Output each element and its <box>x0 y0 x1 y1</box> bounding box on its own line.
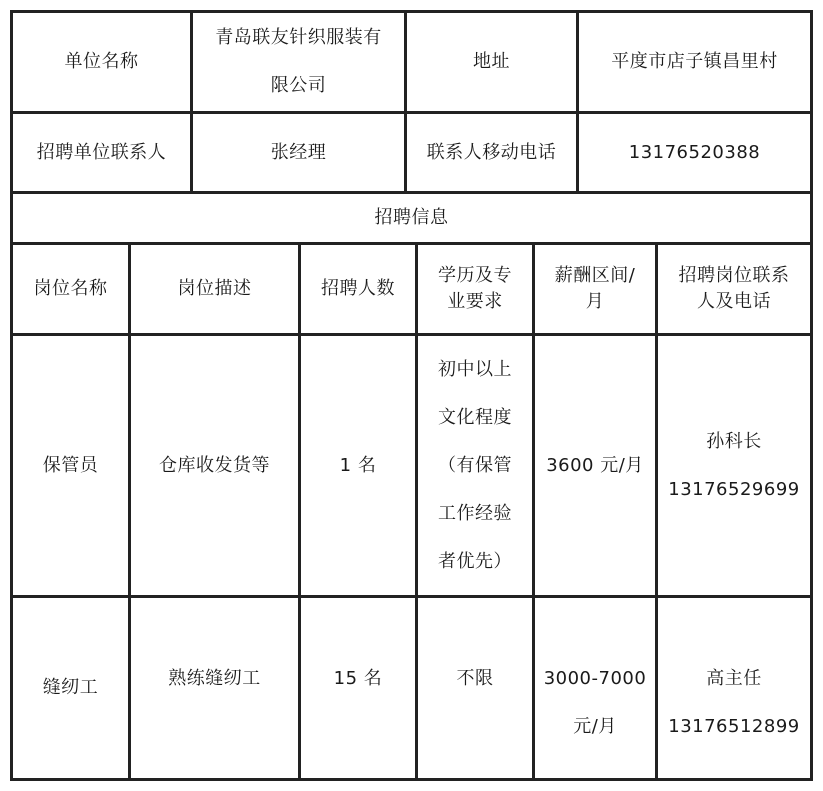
address-value: 平度市店子镇昌里村 <box>611 51 778 72</box>
contact-label: 招聘单位联系人 <box>36 141 167 163</box>
row1-education-cell <box>415 333 535 598</box>
header-education: 学历及专 业要求 <box>438 265 512 312</box>
company-name-value-cell <box>190 10 407 114</box>
section-title: 招聘信息 <box>374 207 449 228</box>
row1-count: 1 名 <box>339 454 377 476</box>
row1-contact-cell <box>655 333 813 598</box>
section-title-cell <box>10 191 813 245</box>
row1-description: 仓库收发货等 <box>159 454 270 476</box>
row2-description-cell <box>128 595 301 781</box>
row2-contact-cell <box>655 595 813 781</box>
header-description-cell <box>128 242 301 336</box>
company-name-label: 单位名称 <box>64 51 139 72</box>
address-label-cell <box>404 10 579 114</box>
row1-position: 保管员 <box>42 454 99 476</box>
header-description: 岗位描述 <box>177 278 252 299</box>
header-count-cell <box>298 242 418 336</box>
row2-salary: 3000-7000 元/月 <box>543 668 647 737</box>
header-contact: 招聘岗位联系 人及电话 <box>678 265 790 312</box>
row1-education: 初中以上 文化程度 （有保管 工作经验 者优先） <box>438 358 512 572</box>
phone-value: 13176520388 <box>628 141 761 163</box>
header-education-cell <box>415 242 535 336</box>
contact-value-cell <box>190 111 407 194</box>
address-label: 地址 <box>473 51 510 72</box>
company-name-label-cell <box>10 10 193 114</box>
header-contact-cell <box>655 242 813 336</box>
header-salary: 薪酬区间/ 月 <box>554 265 636 312</box>
contact-label-cell <box>10 111 193 194</box>
row1-contact: 孙科长 13176529699 <box>668 430 800 500</box>
phone-label: 联系人移动电话 <box>426 141 557 163</box>
row1-salary: 3600 元/月 <box>546 454 644 476</box>
header-salary-cell <box>532 242 658 336</box>
phone-value-cell <box>576 111 813 194</box>
header-count: 招聘人数 <box>321 278 395 299</box>
row1-count-cell <box>298 333 418 598</box>
row1-position-cell <box>10 333 131 598</box>
header-position: 岗位名称 <box>33 278 108 299</box>
row2-position: 缝纫工 <box>42 677 99 698</box>
row2-contact: 高主任 13176512899 <box>668 668 800 737</box>
company-name-value: 青岛联友针织服装有 限公司 <box>215 27 382 96</box>
row2-salary-cell <box>532 595 658 781</box>
row2-position-cell <box>10 595 131 781</box>
row2-description: 熟练缝纫工 <box>168 668 261 689</box>
row1-salary-cell <box>532 333 658 598</box>
row2-education: 不限 <box>456 668 494 689</box>
header-position-cell <box>10 242 131 336</box>
phone-label-cell <box>404 111 579 194</box>
row1-description-cell <box>128 333 301 598</box>
row2-education-cell <box>415 595 535 781</box>
row2-count-cell <box>298 595 418 781</box>
contact-value: 张经理 <box>270 141 327 163</box>
address-value-cell <box>576 10 813 114</box>
row2-count: 15 名 <box>333 668 383 689</box>
